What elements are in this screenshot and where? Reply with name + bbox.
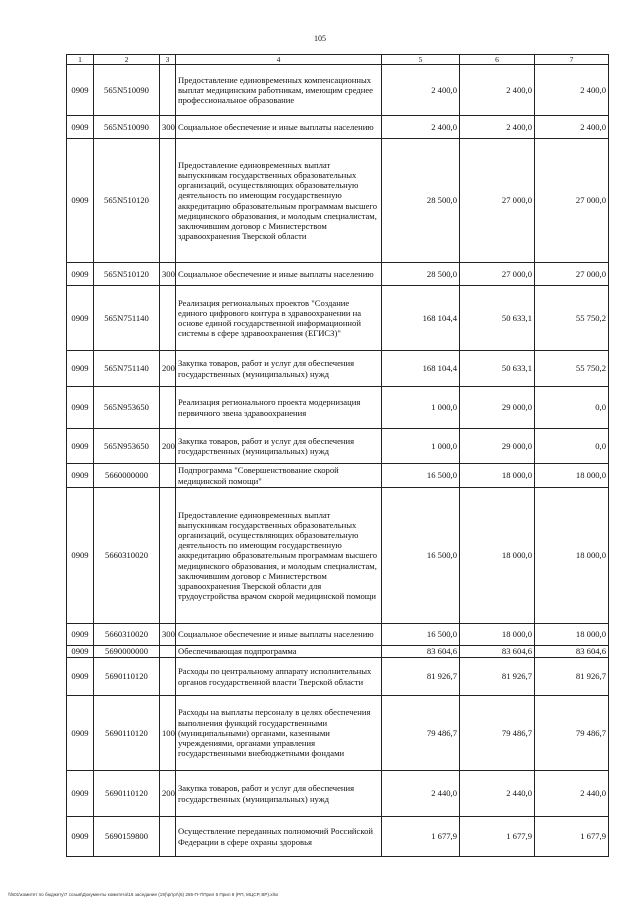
expense-type: 200 <box>160 429 176 464</box>
amount-col6: 29 000,0 <box>460 429 535 464</box>
item-name: Социальное обеспечение и иные выплаты населению <box>176 116 382 139</box>
section-code: 0909 <box>67 139 94 263</box>
item-name: Обеспечивающая подпрограмма <box>176 646 382 658</box>
amount-col6: 27 000,0 <box>460 263 535 286</box>
header-cell: 7 <box>535 55 609 65</box>
section-code: 0909 <box>67 771 94 817</box>
table-row <box>67 286 609 351</box>
amount-col7: 2 400,0 <box>535 65 609 116</box>
expense-type <box>160 658 176 696</box>
amount-col5: 168 104,4 <box>382 351 460 387</box>
target-code: 565N510120 <box>94 263 160 286</box>
section-code: 0909 <box>67 696 94 771</box>
amount-col5: 168 104,4 <box>382 286 460 351</box>
amount-col7: 0,0 <box>535 387 609 429</box>
table-row <box>67 65 609 116</box>
amount-col5: 16 500,0 <box>382 488 460 624</box>
expense-type: 300 <box>160 624 176 646</box>
section-code: 0909 <box>67 286 94 351</box>
item-name: Расходы на выплаты персоналу в целях обеспечения выполнения функций государственными (муниципальными) органами, казенными учреждениями, органами управления государственными внебюджетными фондами <box>176 696 382 771</box>
target-code: 565N510120 <box>94 139 160 263</box>
amount-col5: 2 440,0 <box>382 771 460 817</box>
section-code: 0909 <box>67 116 94 139</box>
table-row <box>67 658 609 696</box>
section-code: 0909 <box>67 817 94 857</box>
amount-col7: 27 000,0 <box>535 139 609 263</box>
section-code: 0909 <box>67 646 94 658</box>
section-code: 0909 <box>67 263 94 286</box>
amount-col7: 55 750,2 <box>535 286 609 351</box>
amount-col7: 18 000,0 <box>535 624 609 646</box>
amount-col7: 27 000,0 <box>535 263 609 286</box>
amount-col7: 18 000,0 <box>535 488 609 624</box>
amount-col5: 1 000,0 <box>382 429 460 464</box>
amount-col5: 83 604,6 <box>382 646 460 658</box>
amount-col6: 27 000,0 <box>460 139 535 263</box>
item-name: Предоставление единовременных выплат выпускникам государственных образовательных организаций, осуществляющих образовательную деятельность по имеющим государственную аккредитацию образовательным программам высшего медицинского образования, и молодым специалистам, заключившим договор с Министерством здравоохранения Тверской области <box>176 139 382 263</box>
expense-type <box>160 488 176 624</box>
item-name: Закупка товаров, работ и услуг для обеспечения государственных (муниципальных) нужд <box>176 429 382 464</box>
header-cell: 6 <box>460 55 535 65</box>
target-code: 5660310020 <box>94 624 160 646</box>
section-code: 0909 <box>67 65 94 116</box>
item-name: Предоставление единовременных выплат выпускникам государственных образовательных организаций, осуществляющих образовательную деятельность по имеющим государственную аккредитацию образовательным программам высшего медицинского образования, и молодым специалистам, заключившим договор с Министерством здравоохранения Тверской области для трудоустройства врачом скорой медицинской помощи <box>176 488 382 624</box>
amount-col5: 28 500,0 <box>382 139 460 263</box>
amount-col7: 83 604,6 <box>535 646 609 658</box>
amount-col6: 18 000,0 <box>460 464 535 488</box>
item-name: Социальное обеспечение и иные выплаты населению <box>176 624 382 646</box>
amount-col5: 16 500,0 <box>382 624 460 646</box>
page-number: 105 <box>314 34 326 43</box>
item-name: Социальное обеспечение и иные выплаты населению <box>176 263 382 286</box>
table-row <box>67 696 609 771</box>
table-row <box>67 624 609 646</box>
target-code: 5690110120 <box>94 658 160 696</box>
target-code: 565N510090 <box>94 65 160 116</box>
target-code: 565N510090 <box>94 116 160 139</box>
target-code: 5660000000 <box>94 464 160 488</box>
table-header-row <box>67 55 609 65</box>
amount-col5: 79 486,7 <box>382 696 460 771</box>
amount-col6: 2 440,0 <box>460 771 535 817</box>
file-path-footer: \\fs01\комитет по бюджету\7 созыв\Документы комитета\16 заседание (19)\pr\pr\(6) 265-П-7\Прил 6 Прил 8 (РП, МЦСР, ВР).xlsx <box>8 892 279 897</box>
expense-type <box>160 464 176 488</box>
item-name: Реализация регионального проекта модернизация первичного звена здравоохранения <box>176 387 382 429</box>
header-cell: 1 <box>67 55 94 65</box>
table-row <box>67 263 609 286</box>
section-code: 0909 <box>67 624 94 646</box>
amount-col5: 16 500,0 <box>382 464 460 488</box>
table-row <box>67 464 609 488</box>
amount-col7: 55 750,2 <box>535 351 609 387</box>
item-name: Осуществление переданных полномочий Российской Федерации в сфере охраны здоровья <box>176 817 382 857</box>
amount-col7: 1 677,9 <box>535 817 609 857</box>
amount-col6: 2 400,0 <box>460 116 535 139</box>
amount-col5: 81 926,7 <box>382 658 460 696</box>
expense-type <box>160 817 176 857</box>
budget-table <box>66 54 609 857</box>
section-code: 0909 <box>67 488 94 624</box>
table-row <box>67 817 609 857</box>
header-cell: 2 <box>94 55 160 65</box>
table-row <box>67 771 609 817</box>
target-code: 565N751140 <box>94 286 160 351</box>
item-name: Расходы по центральному аппарату исполнительных органов государственной власти Тверской области <box>176 658 382 696</box>
table-row <box>67 351 609 387</box>
amount-col6: 79 486,7 <box>460 696 535 771</box>
amount-col7: 2 440,0 <box>535 771 609 817</box>
table-row <box>67 488 609 624</box>
amount-col5: 1 000,0 <box>382 387 460 429</box>
target-code: 5690110120 <box>94 771 160 817</box>
header-cell: 3 <box>160 55 176 65</box>
amount-col5: 2 400,0 <box>382 65 460 116</box>
amount-col6: 18 000,0 <box>460 624 535 646</box>
table-row <box>67 646 609 658</box>
amount-col5: 2 400,0 <box>382 116 460 139</box>
expense-type: 100 <box>160 696 176 771</box>
target-code: 5660310020 <box>94 488 160 624</box>
amount-col6: 1 677,9 <box>460 817 535 857</box>
section-code: 0909 <box>67 387 94 429</box>
header-cell: 5 <box>382 55 460 65</box>
expense-type <box>160 646 176 658</box>
expense-type: 200 <box>160 351 176 387</box>
amount-col6: 18 000,0 <box>460 488 535 624</box>
item-name: Закупка товаров, работ и услуг для обеспечения государственных (муниципальных) нужд <box>176 351 382 387</box>
item-name: Подпрограмма "Совершенствование скорой медицинской помощи" <box>176 464 382 488</box>
amount-col5: 1 677,9 <box>382 817 460 857</box>
amount-col6: 50 633,1 <box>460 286 535 351</box>
amount-col5: 28 500,0 <box>382 263 460 286</box>
expense-type <box>160 286 176 351</box>
section-code: 0909 <box>67 351 94 387</box>
amount-col6: 81 926,7 <box>460 658 535 696</box>
amount-col7: 81 926,7 <box>535 658 609 696</box>
amount-col6: 83 604,6 <box>460 646 535 658</box>
target-code: 5690110120 <box>94 696 160 771</box>
item-name: Реализация региональных проектов "Создание единого цифрового контура в здравоохранении на основе единой государственной информационной системы в сфере здравоохранения (ЕГИСЗ)" <box>176 286 382 351</box>
section-code: 0909 <box>67 464 94 488</box>
item-name: Предоставление единовременных компенсационных выплат медицинским работникам, имеющим среднее профессиональное образование <box>176 65 382 116</box>
table-row <box>67 429 609 464</box>
amount-col7: 0,0 <box>535 429 609 464</box>
target-code: 565N751140 <box>94 351 160 387</box>
expense-type <box>160 139 176 263</box>
target-code: 5690159800 <box>94 817 160 857</box>
table-row <box>67 116 609 139</box>
table-row <box>67 387 609 429</box>
amount-col7: 2 400,0 <box>535 116 609 139</box>
section-code: 0909 <box>67 429 94 464</box>
amount-col6: 29 000,0 <box>460 387 535 429</box>
expense-type: 300 <box>160 116 176 139</box>
amount-col6: 50 633,1 <box>460 351 535 387</box>
section-code: 0909 <box>67 658 94 696</box>
expense-type <box>160 65 176 116</box>
item-name: Закупка товаров, работ и услуг для обеспечения государственных (муниципальных) нужд <box>176 771 382 817</box>
expense-type <box>160 387 176 429</box>
target-code: 565N953650 <box>94 429 160 464</box>
expense-type: 300 <box>160 263 176 286</box>
target-code: 565N953650 <box>94 387 160 429</box>
header-cell: 4 <box>176 55 382 65</box>
amount-col6: 2 400,0 <box>460 65 535 116</box>
table-row <box>67 139 609 263</box>
amount-col7: 79 486,7 <box>535 696 609 771</box>
amount-col7: 18 000,0 <box>535 464 609 488</box>
expense-type: 200 <box>160 771 176 817</box>
target-code: 5690000000 <box>94 646 160 658</box>
